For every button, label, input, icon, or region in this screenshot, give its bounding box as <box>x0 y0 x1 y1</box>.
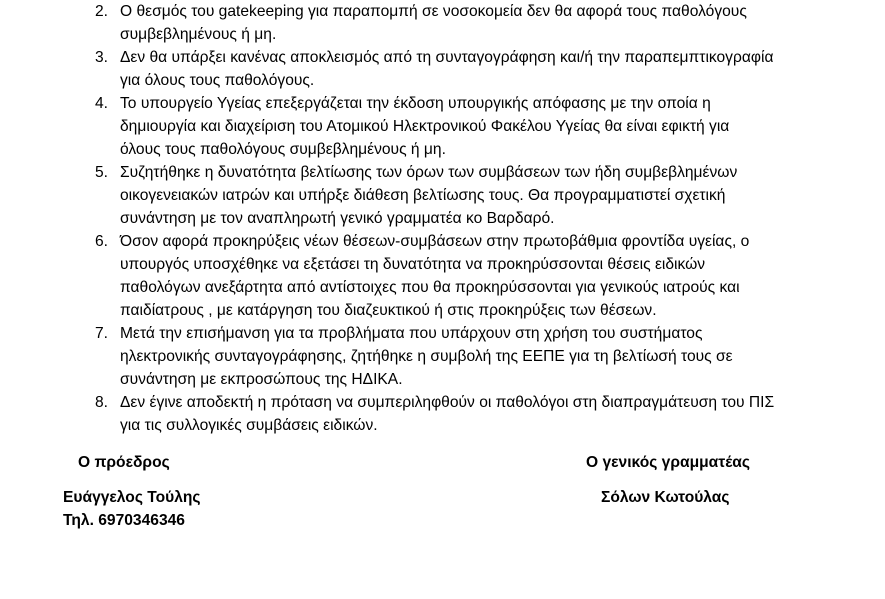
president-name: Ευάγγελος Τούλης <box>63 489 201 506</box>
list-item-number: 8. <box>94 394 108 411</box>
list-item-text: Μετά την επισήμανση για τα προβλήματα που υπάρχουν στη χρήση του συστήματος ηλεκτρονικής συνταγογράφησης, ζητήθηκε η συμβολή της ΕΕΠΕ για τη βελτίωσή τους σε συνάντηση με εκπροσώπους της ΗΔΙΚΑ. <box>120 325 733 388</box>
president-title: Ο πρόεδρος <box>78 454 170 471</box>
list-item-text: Όσον αφορά προκηρύξεις νέων θέσεων-συμβάσεων στην πρωτοβάθμια φροντίδα υγείας, ο υπουργός υποσχέθηκε να εξετάσει τη δυνατότητα να προκηρύσσονται θέσεις ειδικών παθολόγων ανεξάρτητα από αντίστοιχες που θα προκηρύσσονται για γενικούς ιατρούς και παιδίατρους , με κατάργηση του διαζευκτικού ή στις προκηρύξεις των θέσεων. <box>120 233 750 319</box>
list-item-text: Συζητήθηκε η δυνατότητα βελτίωσης των όρων των συμβάσεων των ήδη συμβεβλημένων οικογενειακών ιατρών και υπήρξε διάθεση βελτίωσης τους. Θα προγραμματιστεί σχετική συνάντηση με τον αναπληρωτή γενικό γραμματέα κο Βαρδαρό. <box>120 164 738 227</box>
list-item-text: Δεν θα υπάρξει κανένας αποκλεισμός από τη συνταγογράφηση και/ή την παραπεμπτικογραφία για όλους τους παθολόγους. <box>120 49 774 89</box>
list-item-text: Δεν έγινε αποδεκτή η πρόταση να συμπεριληφθούν οι παθολόγοι στη διαπραγμάτευση του ΠΙΣ για τις συλλογικές συμβάσεις ειδικών. <box>120 394 775 434</box>
list-item-number: 2. <box>94 3 108 20</box>
list-item-text: Ο θεσμός του gatekeeping για παραπομπή σε νοσοκομεία δεν θα αφορά τους παθολόγους συμβεβλημένους ή μη. <box>120 3 747 43</box>
secretary-title: Ο γενικός γραμματέας <box>586 454 750 471</box>
secretary-name: Σόλων Κωτούλας <box>601 489 730 506</box>
list-item-text: Το υπουργείο Υγείας επεξεργάζεται την έκδοση υπουργικής απόφασης με την οποία η δημιουργία και διαχείριση του Ατομικού Ηλεκτρονικού Φακέλου Υγείας θα είναι εφικτή για όλους τους παθολόγους συμβεβλημένους ή μη. <box>120 95 730 158</box>
list-item-number: 6. <box>94 233 108 250</box>
list-item-number: 7. <box>94 325 108 342</box>
list-item-number: 4. <box>94 95 108 112</box>
list-item-number: 3. <box>94 49 108 66</box>
list-item-number: 5. <box>94 164 108 181</box>
president-phone: Τηλ. 6970346346 <box>63 512 185 529</box>
